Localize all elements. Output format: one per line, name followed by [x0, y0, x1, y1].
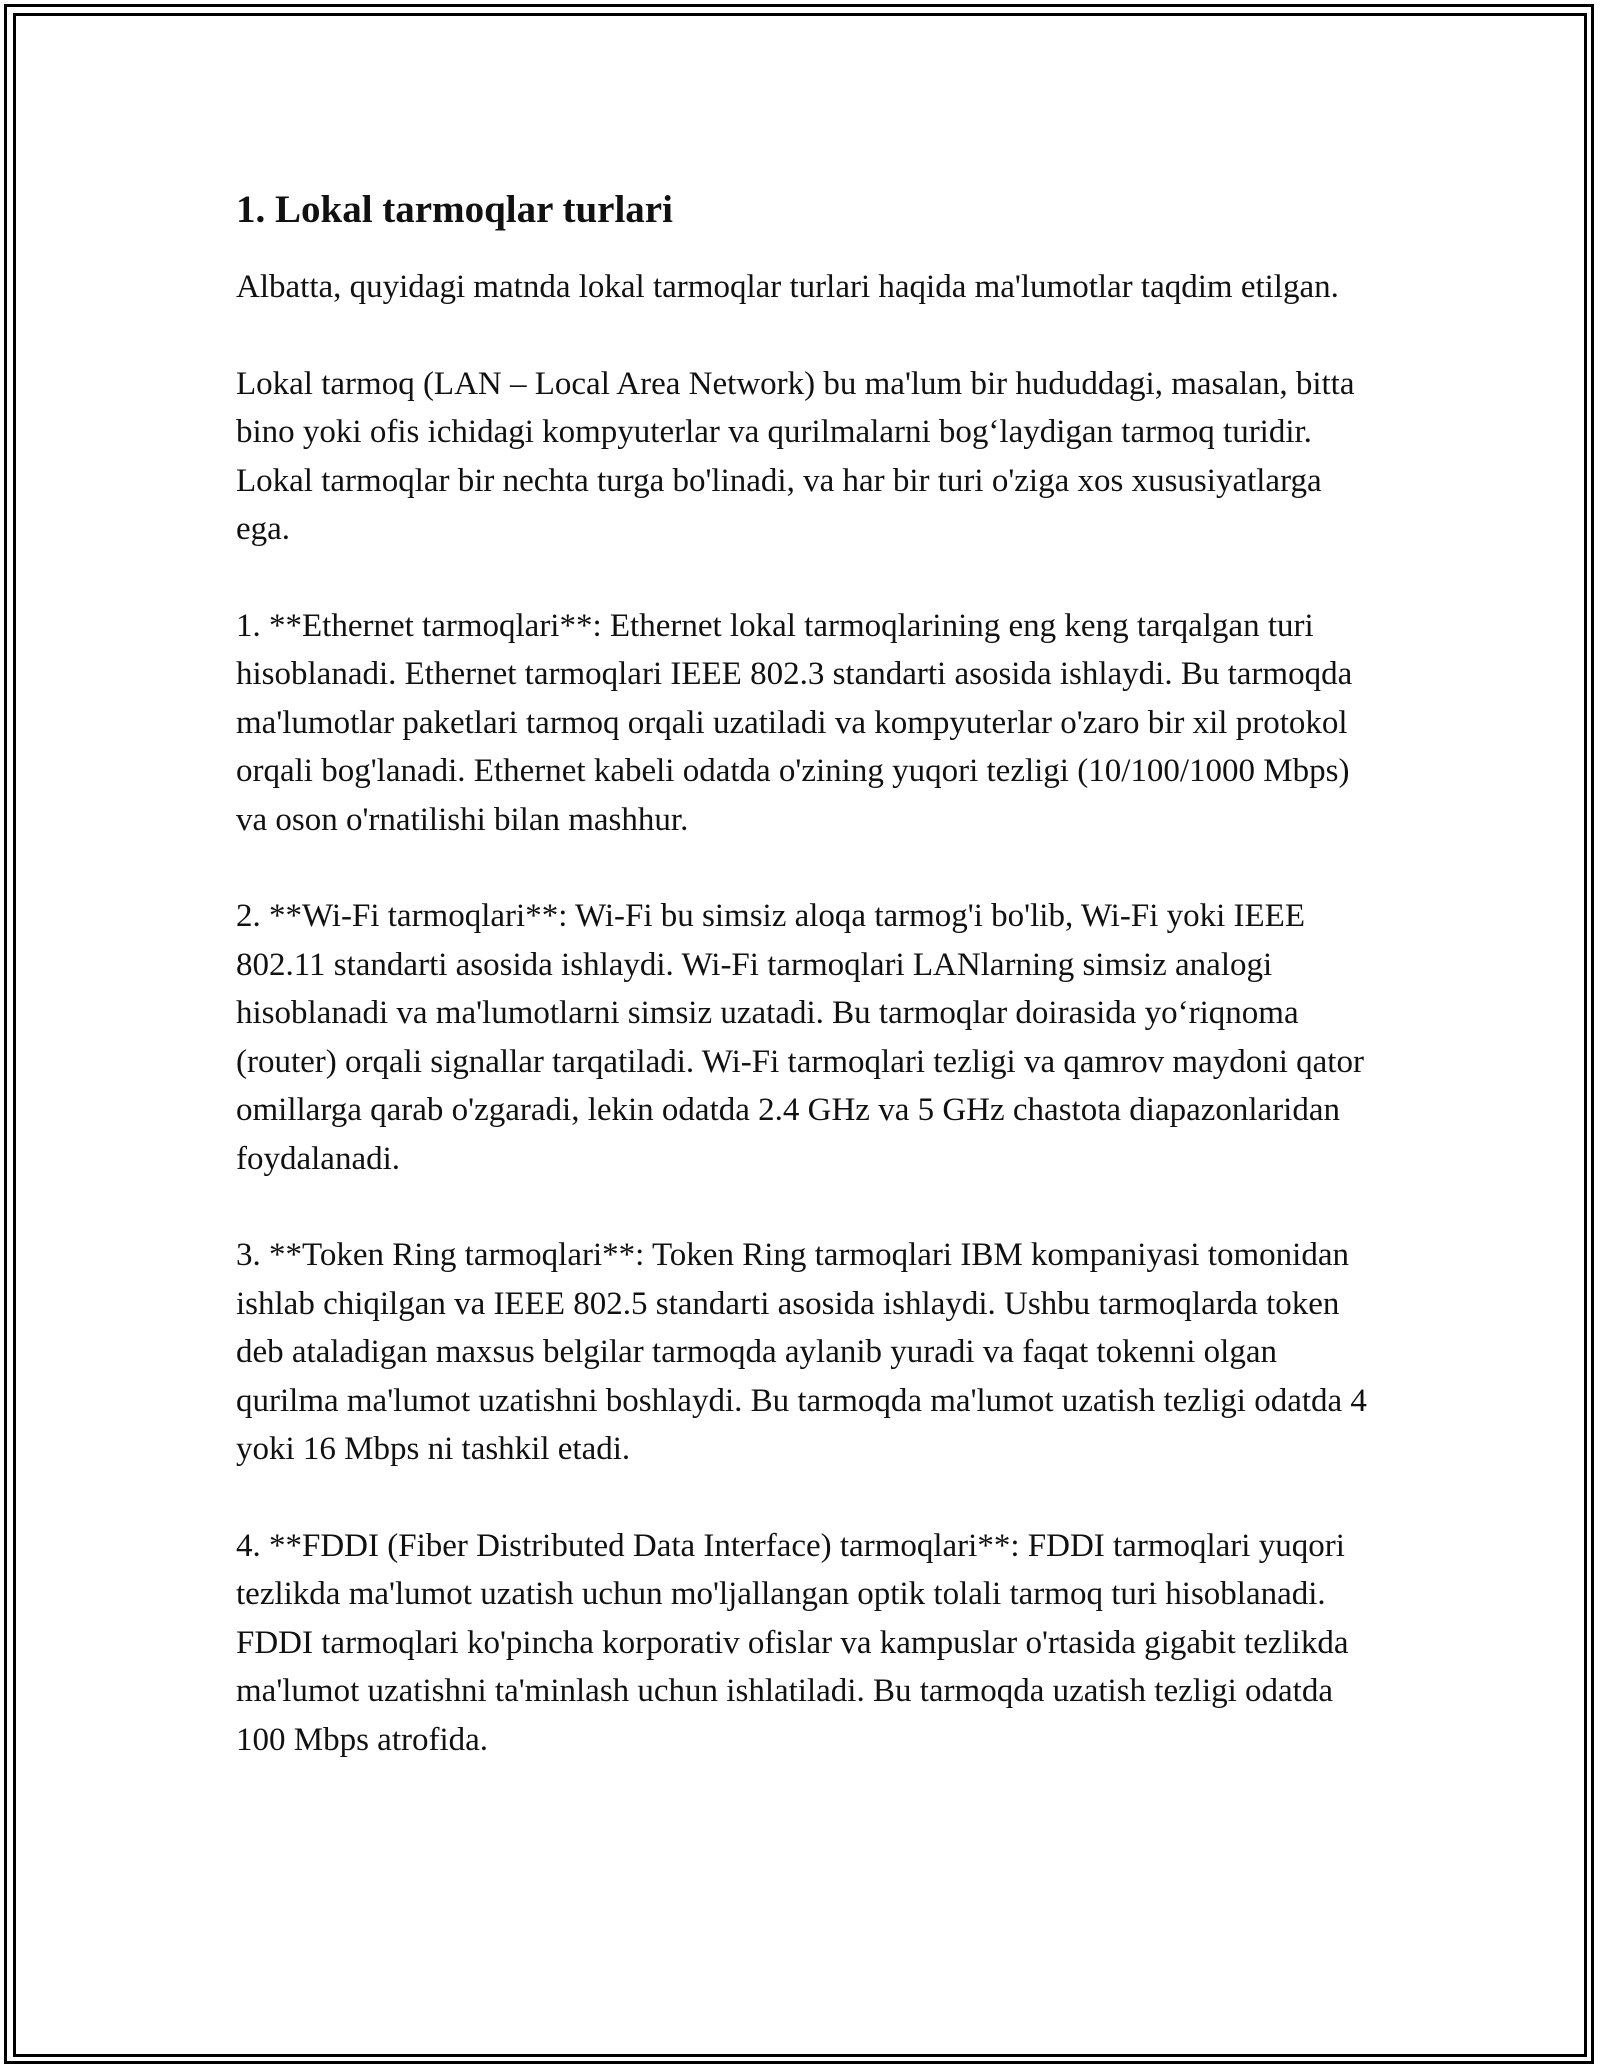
- token-ring-paragraph: 3. **Token Ring tarmoqlari**: Token Ring tarmoqlari IBM kompaniyasi tomonidan ishlab chiqilgan va IEEE 802.5 standarti asosida ishlaydi. Ushbu tarmoqlarda token deb ataladigan maxsus belgilar tarmoqda aylanib yuradi va faqat tokenni olgan qurilma ma'lumot uzatishni boshlaydi. Bu tarmoqda ma'lumot uzatish tezligi odatda 4 yoki 16 Mbps ni tashkil etadi.: [236, 1237, 1367, 1467]
- fddi-paragraph: 4. **FDDI (Fiber Distributed Data Interface) tarmoqlari**: FDDI tarmoqlari yuqori tezlikda ma'lumot uzatish uchun mo'ljallangan optik tolali tarmoq turi hisoblanadi. FDDI tarmoqlari ko'pincha korporativ ofislar va kampuslar o'rtasida gigabit tezlikda ma'lumot uzatishni ta'minlash uchun ishlatiladi. Bu tarmoqda uzatish tezligi odatda 100 Mbps atrofida.: [236, 1527, 1349, 1758]
- intro-paragraph: Albatta, quyidagi matnda lokal tarmoqlar turlari haqida ma'lumotlar taqdim etilgan.: [236, 269, 1339, 305]
- lan-definition-paragraph: Lokal tarmoq (LAN – Local Area Network) bu ma'lum bir hududdagi, masalan, bitta bino yoki ofis ichidagi kompyuterlar va qurilmalarni bog‘laydigan tarmoq turidir. Lokal tarmoqlar bir nechta turga bo'linadi, va har bir turi o'ziga xos xususiyatlarga ega.: [236, 365, 1355, 547]
- document-title: 1. Lokal tarmoqlar turlari: [236, 188, 673, 231]
- ethernet-paragraph: 1. **Ethernet tarmoqlari**: Ethernet lokal tarmoqlarining eng keng tarqalgan turi hisoblanadi. Ethernet tarmoqlari IEEE 802.3 standarti asosida ishlaydi. Bu tarmoqda ma'lumotlar paketlari tarmoq orqali uzatiladi va kompyuterlar o'zaro bir xil protokol orqali bog'lanadi. Ethernet kabeli odatda o'zining yuqori tezligi (10/100/1000 Mbps) va oson o'rnatilishi bilan mashhur.: [236, 607, 1353, 838]
- document-body: [236, 185, 1376, 1812]
- wifi-paragraph: 2. **Wi-Fi tarmoqlari**: Wi-Fi bu simsiz aloqa tarmog'i bo'lib, Wi-Fi yoki IEEE 802.11 standarti asosida ishlaydi. Wi-Fi tarmoqlari LANlarning simsiz analogi hisoblanadi va ma'lumotlarni simsiz uzatadi. Bu tarmoqlar doirasida yo‘riqnoma (router) orqali signallar tarqatiladi. Wi-Fi tarmoqlari tezligi va qamrov maydoni qator omillarga qarab o'zgaradi, lekin odatda 2.4 GHz va 5 GHz chastota diapazonlaridan foydalanadi.: [236, 898, 1364, 1177]
